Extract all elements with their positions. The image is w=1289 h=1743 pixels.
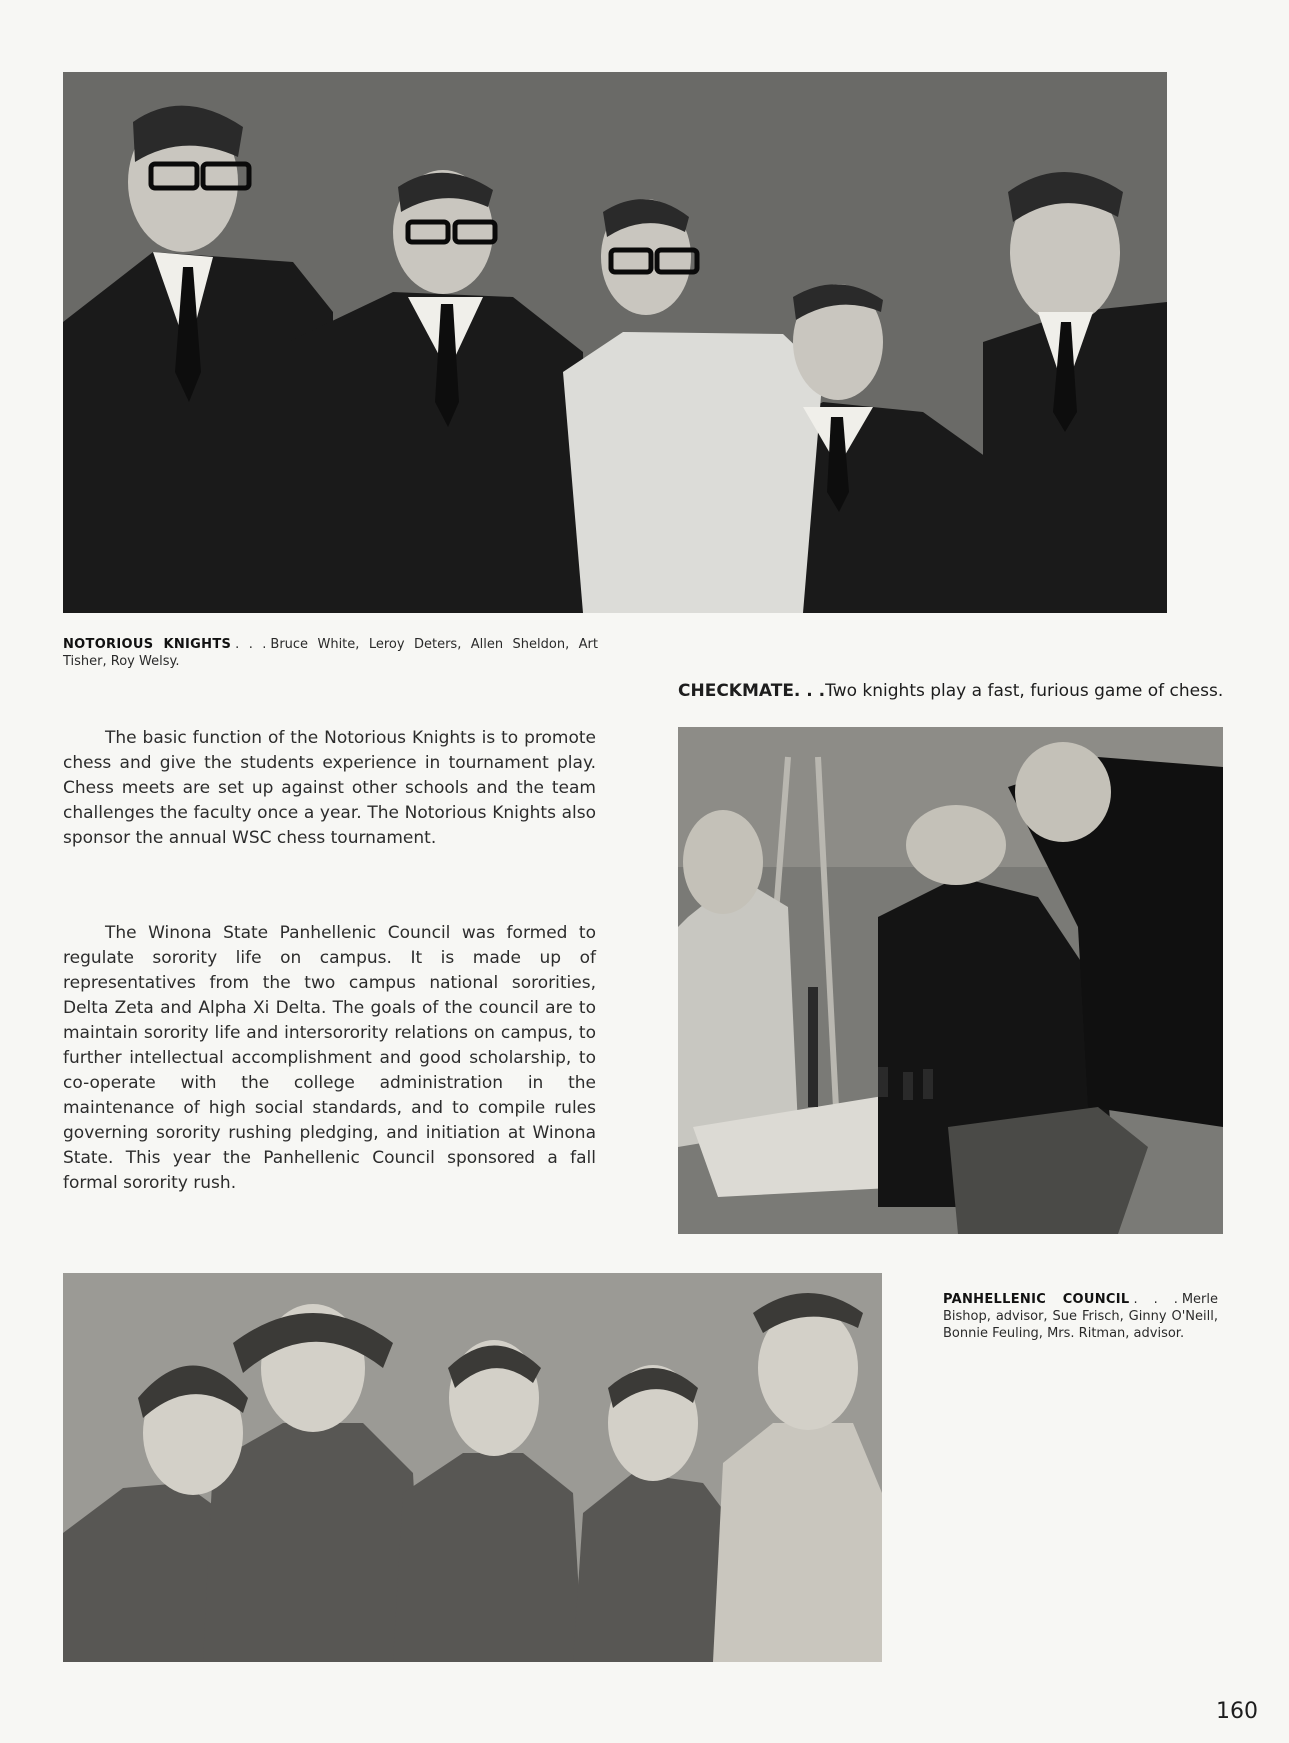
- panhellenic-council-caption: [943, 1291, 1218, 1342]
- checkmate-chess-photo: [678, 727, 1223, 1234]
- panhellenic-council-photo: [63, 1273, 882, 1662]
- caption-separator: . . .: [235, 637, 267, 652]
- knights-paragraph: The basic function of the Notorious Knights is to promote chess and give the students experience in tournament play. Chess meets are set up against other schools and the team challenges the faculty once a year. The Notorious Knights also sponsor the annual WSC chess tournament.: [63, 728, 596, 848]
- checkmate-headline: [678, 680, 1223, 702]
- caption-lead: NOTORIOUS KNIGHTS: [63, 637, 232, 652]
- notorious-knights-photo: [63, 72, 1167, 613]
- panhellenic-paragraph: The Winona State Panhellenic Council was formed to regulate sorority life on campus. It is made up of representatives from the two campus national sororities, Delta Zeta and Alpha Xi Delta. The goals of the council are to maintain sorority life and intersorority relations on campus, to further intellectual accomplishment and good scholarship, to co-operate with the college administration in the maintenance of high social standards, and to compile rules governing sorority rushing pledging, and initiation at Winona State. This year the Panhellenic Council sponsored a fall formal sorority rush.: [63, 923, 596, 1193]
- headline-text: Two knights play a fast, furious game of chess.: [825, 681, 1224, 701]
- notorious-knights-caption: [63, 636, 598, 670]
- caption-names: Merle Bishop, advisor, Sue Frisch, Ginny O'Neill, Bonnie Feuling, Mrs. Ritman, advisor.: [943, 1292, 1219, 1341]
- caption-separator: . . .: [1133, 1292, 1178, 1307]
- headline-lead: CHECKMATE. . .: [678, 681, 826, 701]
- page-number: 160: [1216, 1699, 1258, 1724]
- caption-names: Bruce White, Leroy Deters, Allen Sheldon, Art Tisher, Roy Welsy.: [63, 637, 598, 669]
- caption-lead: PANHELLENIC COUNCIL: [943, 1292, 1130, 1307]
